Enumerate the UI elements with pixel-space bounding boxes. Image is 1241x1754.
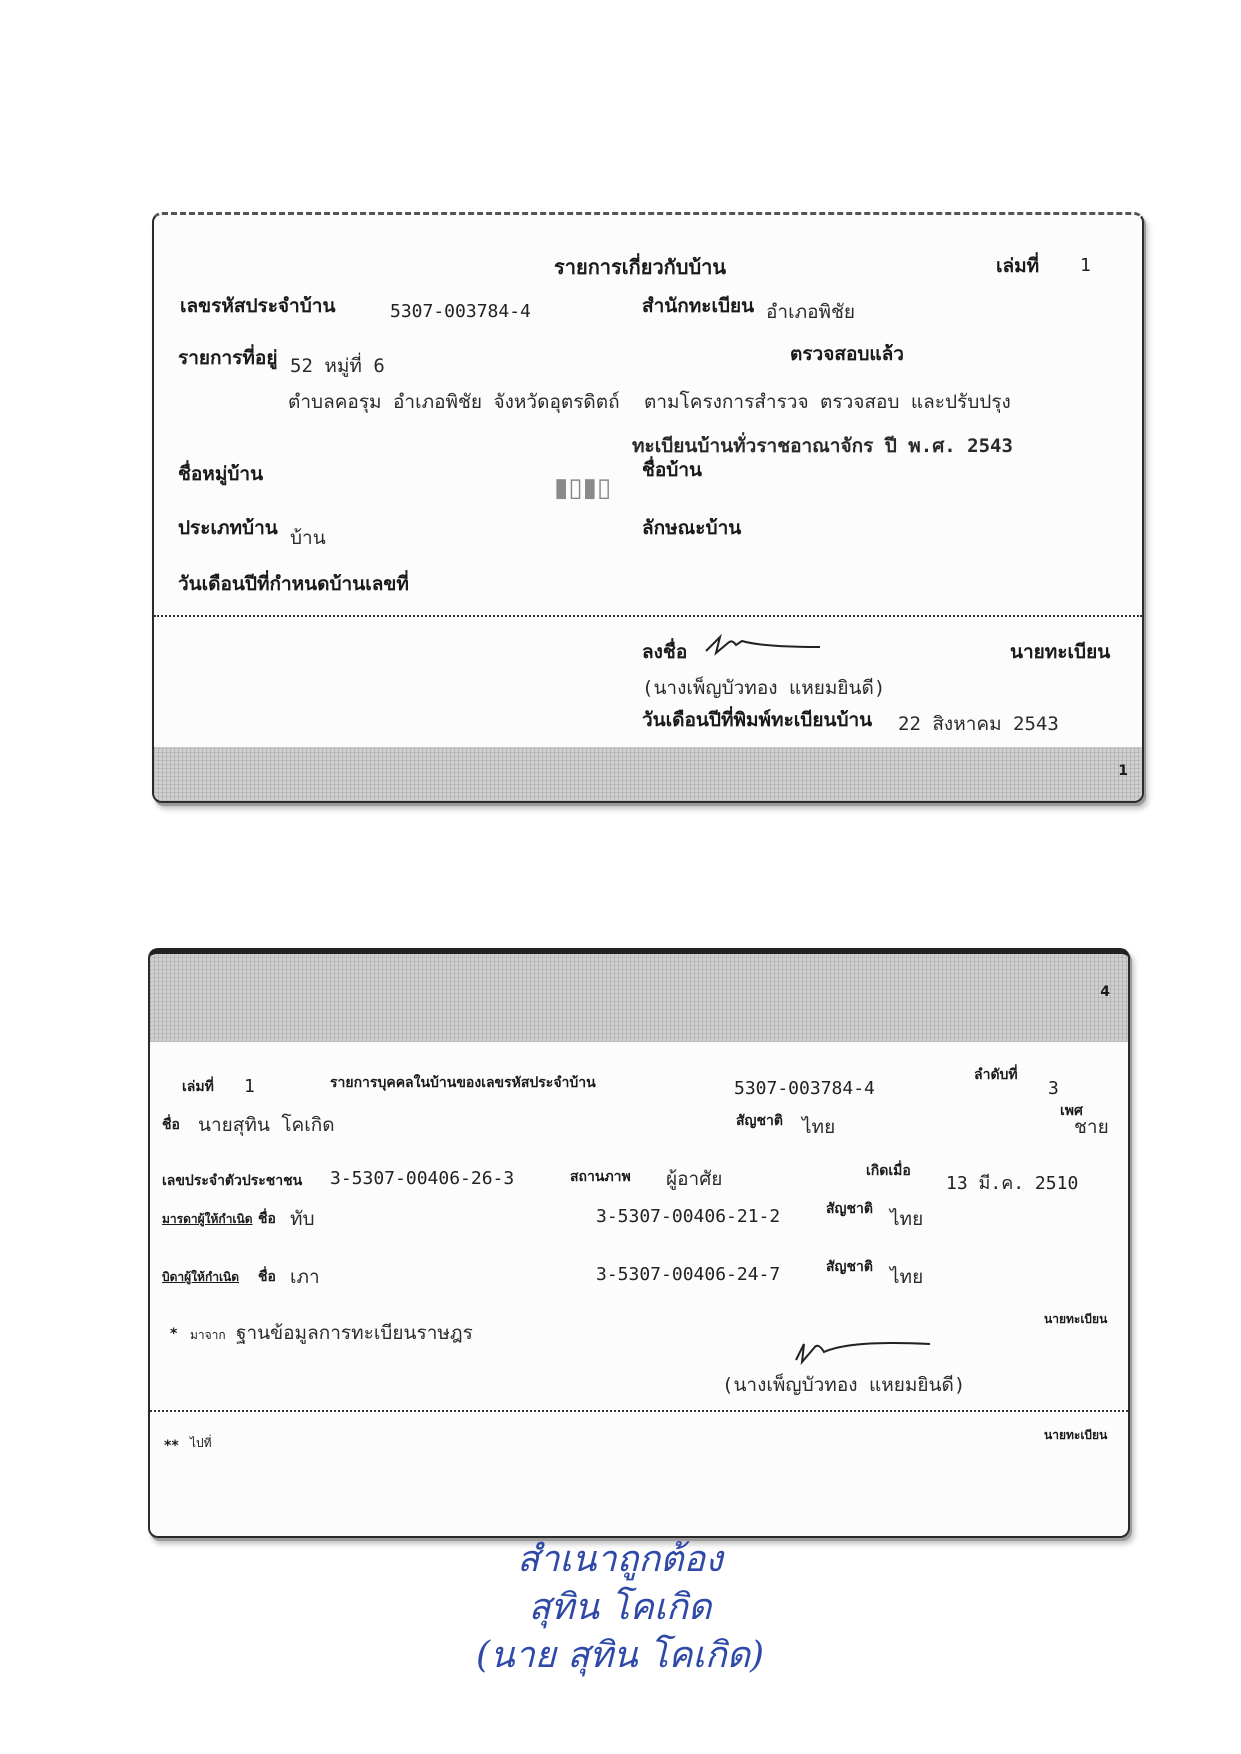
registrar-label: นายทะเบียน [1010,641,1111,663]
house-type-label: ประเภทบ้าน [178,517,278,539]
address-line2: ตำบลคอรุม อำเภอพิชัย จังหวัดอุตรดิตถ์ [288,391,620,413]
registrar-name: (นางเพ็ญบัวทอง แหยมยินดี) [722,1374,966,1396]
footer-band [154,747,1142,801]
person-details-card [148,948,1130,1538]
father-name: เภา [290,1266,320,1288]
faded-stamp: ▮▯▮▯ [554,473,612,503]
mother-id: 3-5307-00406-21-2 [596,1206,781,1227]
born-label: เกิดเมื่อ [866,1163,911,1179]
card-title: รายการบุคคลในบ้านของเลขรหัสประจำบ้าน [330,1075,596,1091]
order-label: ลำดับที่ [974,1067,1018,1083]
to-label: ไปที่ [190,1436,212,1450]
print-date-label: วันเดือนปีที่พิมพ์ทะเบียนบ้าน [642,709,873,731]
status-label: สถานภาพ [570,1169,631,1185]
certified-text: สำเนาถูกต้อง [517,1539,723,1580]
mother-label: มารดาผู้ให้กำเนิด [162,1212,253,1226]
id-value: 3-5307-00406-26-3 [330,1168,515,1189]
office-value: อำเภอพิชัย [766,301,856,323]
from-label: มาจาก [190,1328,226,1342]
village-label: ชื่อหมู่บ้าน [178,463,264,485]
address-line1: 52 หมู่ที่ 6 [290,355,385,377]
certified-copy-note [440,1536,800,1680]
house-name-label: ชื่อบ้าน [642,459,703,481]
page-number: 4 [1100,984,1110,1000]
house-type-value: บ้าน [290,527,326,549]
date-assigned-label: วันเดือนปีที่กำหนดบ้านเลขที่ [178,573,409,595]
divider [154,615,1142,617]
header-band [150,954,1128,1042]
registrar-signature [790,1330,940,1370]
book-number: 1 [1080,255,1091,276]
printed-name: (นาย สุทิน โคเกิด) [475,1635,765,1676]
house-details-card [152,212,1144,803]
book-label: เล่มที่ [182,1079,214,1095]
person-name: นายสุทิน โคเกิด [198,1114,335,1136]
born-value: 13 มี.ค. 2510 [946,1173,1079,1194]
registrar-name: (นางเพ็ญบัวทอง แหยมยินดี) [642,677,886,699]
father-id: 3-5307-00406-24-7 [596,1264,781,1285]
mother-name-label: ชื่อ [258,1211,276,1227]
house-code-label: เลขรหัสประจำบ้าน [180,295,336,317]
registrar-label: นายทะเบียน [1044,1312,1108,1326]
father-nationality-label: สัญชาติ [826,1259,873,1275]
mother-name: ทับ [290,1208,315,1230]
mother-nationality: ไทย [890,1208,924,1230]
mother-nationality-label: สัญชาติ [826,1201,873,1217]
nationality-label: สัญชาติ [736,1113,783,1129]
card-title: รายการเกี่ยวกับบ้าน [554,255,727,279]
to-marker: ** [164,1438,179,1454]
verified-text: ตรวจสอบแล้ว [790,343,904,365]
father-nationality: ไทย [890,1266,924,1288]
id-label: เลขประจำตัวประชาชน [162,1173,303,1189]
name-label: ชื่อ [162,1117,180,1133]
sex-value: ชาย [1074,1116,1109,1138]
print-date-value: 22 สิงหาคม 2543 [898,713,1059,735]
registrar-signature [702,629,832,659]
father-name-label: ชื่อ [258,1269,276,1285]
book-label: เล่มที่ [996,255,1040,277]
house-code: 5307-003784-4 [390,301,531,322]
sex-label: เพศ [1060,1103,1083,1119]
registrar-label-2: นายทะเบียน [1044,1428,1108,1442]
nationality-value: ไทย [802,1116,836,1138]
from-marker: * [170,1326,178,1342]
book-number: 1 [244,1076,255,1097]
house-char-label: ลักษณะบ้าน [642,517,742,539]
house-code: 5307-003784-4 [734,1078,875,1099]
office-label: สำนักทะเบียน [642,295,755,317]
from-value: ฐานข้อมูลการทะเบียนราษฎร [236,1322,473,1344]
divider [150,1410,1128,1412]
address-label: รายการที่อยู่ [178,347,278,369]
project-line2: ทะเบียนบ้านทั่วราชอาณาจักร ปี พ.ศ. 2543 [632,435,1013,457]
signature-name: สุทิน โคเกิด [528,1587,712,1628]
status-value: ผู้อาศัย [666,1168,723,1190]
father-label: บิดาผู้ให้กำเนิด [162,1270,240,1284]
project-line1: ตามโครงการสำรวจ ตรวจสอบ และปรับปรุง [644,391,1011,413]
order-number: 3 [1048,1078,1059,1099]
sign-label: ลงชื่อ [642,641,688,663]
page-number: 1 [1118,763,1128,779]
